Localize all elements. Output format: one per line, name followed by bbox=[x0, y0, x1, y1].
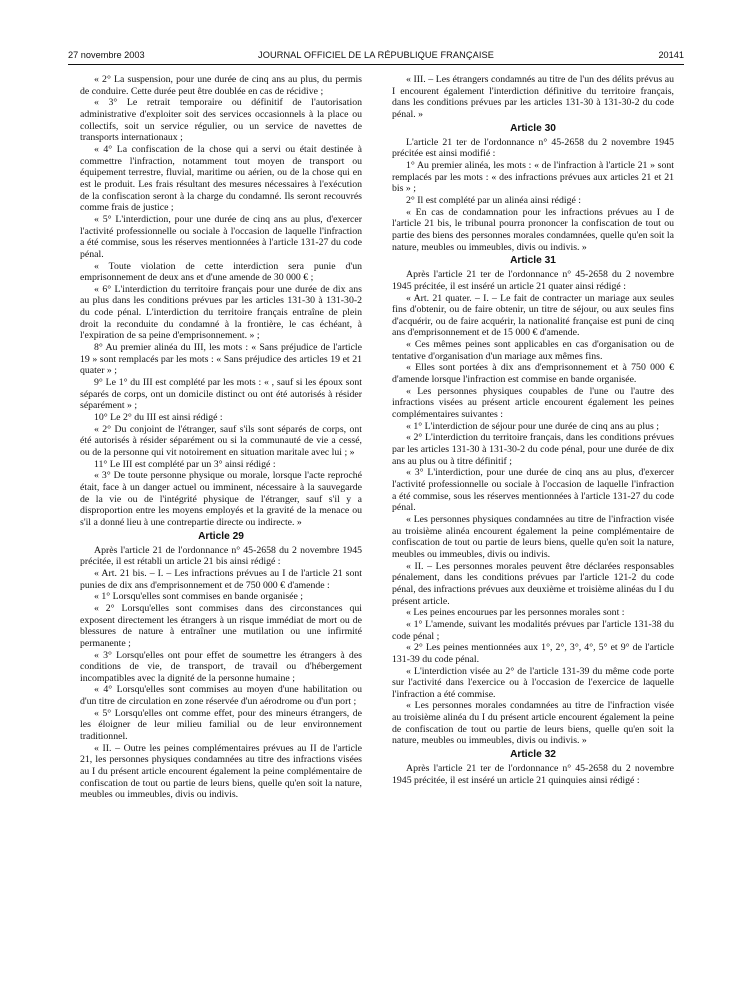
right-column-paragraph: « 1° L'amende, suivant les modalités prévues par l'article 131-38 du code pénal ; bbox=[392, 618, 674, 642]
left-column-paragraph: « II. – Outre les peines complémentaires prévues au II de l'article 21, les personnes physiques condamnées au titre des infractions visées au I du présent article encourent également la peine complémentaire de confiscation de tout ou partie de leurs biens, quelle qu'en soit la nature, meubles ou immeubles, divis ou indivis. bbox=[80, 742, 362, 801]
right-column-paragraph: L'article 21 ter de l'ordonnance n° 45-2658 du 2 novembre 1945 précitée est ainsi modifié : bbox=[392, 136, 674, 160]
left-column-paragraph: « Art. 21 bis. – I. – Les infractions prévues au I de l'article 21 sont punies de dix ans d'emprisonnement et de 750 000 € d'amende : bbox=[80, 567, 362, 591]
left-column-paragraph: « 4° La confiscation de la chose qui a servi ou était destinée à commettre l'infraction, notamment tout moyen de transport ou équipement terrestre, fluvial, maritime ou aérien, ou de la chose qui en est le produit. Les frais résultant des mesures nécessaires à l'exécution de la confiscation seront à la charge du condamné. Ils seront recouvrés comme frais de justice ; bbox=[80, 143, 362, 214]
left-column-paragraph: « 3° De toute personne physique ou morale, lorsque l'acte reproché était, face à un danger actuel ou imminent, nécessaire à la sauvegarde de la vie ou de l'intégrité physique de l'étranger, sauf s'il y a disproportion entre les moyens employés et la gravité de la menace ou s'il a donné lieu à une contrepartie directe ou indirecte. » bbox=[80, 470, 362, 528]
right-column-paragraph: « L'interdiction visée au 2° de l'article 131-39 du même code porte sur l'activité dans l'exercice ou à l'occasion de l'exercice de laquelle l'infraction a été commise. bbox=[392, 665, 674, 700]
right-column-paragraph: « Les personnes physiques condamnées au titre de l'infraction visée au troisième alinéa encourent également la peine complémentaire de confiscation de tout ou partie de leurs biens, quelle qu'en soit la nature, meubles ou immeubles, divis ou indivis. bbox=[392, 513, 674, 560]
left-column-article-heading: Article 29 bbox=[198, 530, 244, 542]
right-column-paragraph: « Les personnes morales condamnées au titre de l'infraction visée au troisième alinéa du I du présent article encourent également la peine de confiscation de tout ou partie de leurs biens, quelle qu'en soit la nature, meubles ou immeubles, divis ou indivis. » bbox=[392, 700, 674, 747]
right-column-paragraph: « 1° L'interdiction de séjour pour une durée de cinq ans au plus ; bbox=[406, 420, 659, 432]
header-page-number: 20141 bbox=[658, 50, 684, 60]
left-column-paragraph: « 5° L'interdiction, pour une durée de cinq ans au plus, d'exercer l'activité professionnelle ou sociale à l'occasion de laquelle l'infraction a été commise, sous les réserves mentionnées à l'article 131-27 du code pénal. bbox=[80, 213, 362, 260]
left-column-paragraph: « 5° Lorsqu'elles ont comme effet, pour des mineurs étrangers, de les éloigner de leur milieu familial ou de leur environnement traditionnel. bbox=[80, 707, 362, 743]
right-column-paragraph: Après l'article 21 ter de l'ordonnance n° 45-2658 du 2 novembre 1945 précitée, il est inséré un article 21 quater ainsi rédigé : bbox=[392, 269, 674, 292]
right-column-paragraph: 1° Au premier alinéa, les mots : « de l'infraction à l'article 21 » sont remplacés par les mots : « des infractions prévues aux articles 21 et 21 bis » ; bbox=[392, 159, 674, 195]
right-column-paragraph: « 2° Les peines mentionnées aux 1°, 2°, 3°, 4°, 5° et 9° de l'article 131-39 du code pénal. bbox=[392, 642, 674, 665]
left-column-paragraph: Après l'article 21 de l'ordonnance n° 45-2658 du 2 novembre 1945 précitée, il est rétabli un article 21 bis ainsi rédigé : bbox=[80, 544, 362, 568]
right-column-paragraph: Après l'article 21 ter de l'ordonnance n° 45-2658 du 2 novembre 1945 précitée, il est inséré un article 21 quinquies ainsi rédigé : bbox=[392, 763, 674, 786]
header-date: 27 novembre 2003 bbox=[68, 50, 145, 60]
left-column bbox=[80, 74, 362, 974]
right-column-paragraph: « En cas de condamnation pour les infractions prévues au I de l'article 21 bis, le tribunal pourra prononcer la confiscation de tout ou partie des biens des personnes morales condamnées, quelle qu'en soit la nature, meubles ou immeubles, divis ou indivis. » bbox=[392, 206, 674, 253]
right-column-paragraph: « Les personnes physiques coupables de l'une ou l'autre des infractions visées au présent article encourent également les peines complémentaires suivantes : bbox=[392, 385, 674, 421]
right-column-paragraph: « Elles sont portées à dix ans d'emprisonnement et à 750 000 € d'amende lorsque l'infraction est commise en bande organisée. bbox=[392, 362, 674, 386]
right-column-paragraph: « Les peines encourues par les personnes morales sont : bbox=[406, 607, 625, 619]
right-column-paragraph: « Art. 21 quater. – I. – Le fait de contracter un mariage aux seules fins d'obtenir, ou de faire obtenir, un titre de séjour, ou aux seules fins d'acquérir, ou de faire acquérir, la nationalité française est puni de cinq ans d'emprisonnement et de 15 000 € d'amende. bbox=[392, 292, 674, 339]
right-column-paragraph: « III. – Les étrangers condamnés au titre de l'un des délits prévus au I encourent également l'interdiction définitive du territoire français, dans les conditions prévues par les articles 131-30 à 131-30-2 du code pénal. » bbox=[392, 74, 674, 120]
left-column-paragraph: 9° Le 1° du III est complété par les mots : « , sauf si les époux sont séparés de corps, ont un domicile distinct ou ont été autorisés à résider séparément » ; bbox=[80, 377, 362, 412]
right-column-article-heading: Article 32 bbox=[510, 749, 556, 761]
page-header bbox=[68, 50, 684, 65]
right-column bbox=[392, 74, 674, 974]
right-column-paragraph: 2° Il est complété par un alinéa ainsi rédigé : bbox=[406, 194, 582, 206]
left-column-paragraph: « Toute violation de cette interdiction sera punie d'un emprisonnement de deux ans et d'une amende de 30 000 € ; bbox=[80, 260, 362, 284]
left-column-paragraph: 11° Le III est complété par un 3° ainsi rédigé : bbox=[94, 458, 276, 470]
right-column-paragraph: « II. – Les personnes morales peuvent être déclarées responsables pénalement, dans les conditions prévues par l'article 121-2 du code pénal, des infractions prévues aux deuxième et troisième alinéas du I du présent article. bbox=[392, 560, 674, 607]
left-column-paragraph: 10° Le 2° du III est ainsi rédigé : bbox=[94, 412, 223, 424]
left-column-paragraph: « 1° Lorsqu'elles sont commises en bande organisée ; bbox=[94, 591, 304, 603]
right-column-paragraph: « 2° L'interdiction du territoire français, dans les conditions prévues par les articles 131-30 à 131-30-2 du code pénal, pour une durée de dix ans au plus ou à titre définitif ; bbox=[392, 432, 674, 467]
right-column-article-heading: Article 31 bbox=[510, 255, 556, 267]
left-column-paragraph: « 2° La suspension, pour une durée de cinq ans au plus, du permis de conduire. Cette durée peut être doublée en cas de récidive ; bbox=[80, 74, 362, 97]
left-column-paragraph: « 3° Le retrait temporaire ou définitif de l'autorisation administrative d'exploiter soit des services occasionnels à la place ou collectifs, soit un service régulier, ou un service de navettes de transports internationaux ; bbox=[80, 97, 362, 144]
left-column-paragraph: « 2° Lorsqu'elles sont commises dans des circonstances qui exposent directement les étrangers à un risque immédiat de mort ou de blessures de nature à entraîner une mutilation ou une infirmité permanente ; bbox=[80, 602, 362, 649]
header-title: JOURNAL OFFICIEL DE LA RÉPUBLIQUE FRANÇAISE bbox=[258, 50, 494, 60]
right-column-paragraph: « Ces mêmes peines sont applicables en cas d'organisation ou de tentative d'organisation d'un mariage aux mêmes fins. bbox=[392, 339, 674, 362]
right-column-paragraph: « 3° L'interdiction, pour une durée de cinq ans au plus, d'exercer l'activité professionnelle ou sociale à l'occasion de laquelle l'infraction a été commise, sous les réserves mentionnées à l'article 131-27 du code pénal. bbox=[392, 467, 674, 514]
left-column-paragraph: « 2° Du conjoint de l'étranger, sauf s'ils sont séparés de corps, ont été autorisés à résider séparément ou si la communauté de vie a cessé, ou de la personne qui vit notoirement en situation maritale avec lui ; » bbox=[80, 423, 362, 458]
left-column-paragraph: 8° Au premier alinéa du III, les mots : « Sans préjudice de l'article 19 » sont remplacés par les mots : « Sans préjudice des articles 19 et 21 quater » ; bbox=[80, 342, 362, 377]
right-column-article-heading: Article 30 bbox=[510, 122, 556, 134]
left-column-paragraph: « 4° Lorsqu'elles sont commises au moyen d'une habilitation ou d'un titre de circulation en zone réservée d'un aérodrome ou d'un port ; bbox=[80, 684, 362, 708]
left-column-paragraph: « 6° L'interdiction du territoire français pour une durée de dix ans au plus dans les conditions prévues par les articles 131-30 à 131-30-2 du code pénal. L'interdiction du territoire français entraîne de plein droit la reconduite du condamné à la frontière, le cas échéant, à l'expiration de sa peine d'emprisonnement. » ; bbox=[80, 283, 362, 342]
left-column-paragraph: « 3° Lorsqu'elles ont pour effet de soumettre les étrangers à des conditions de vie, de transport, de travail ou d'hébergement incompatibles avec la dignité de la personne humaine ; bbox=[80, 649, 362, 684]
